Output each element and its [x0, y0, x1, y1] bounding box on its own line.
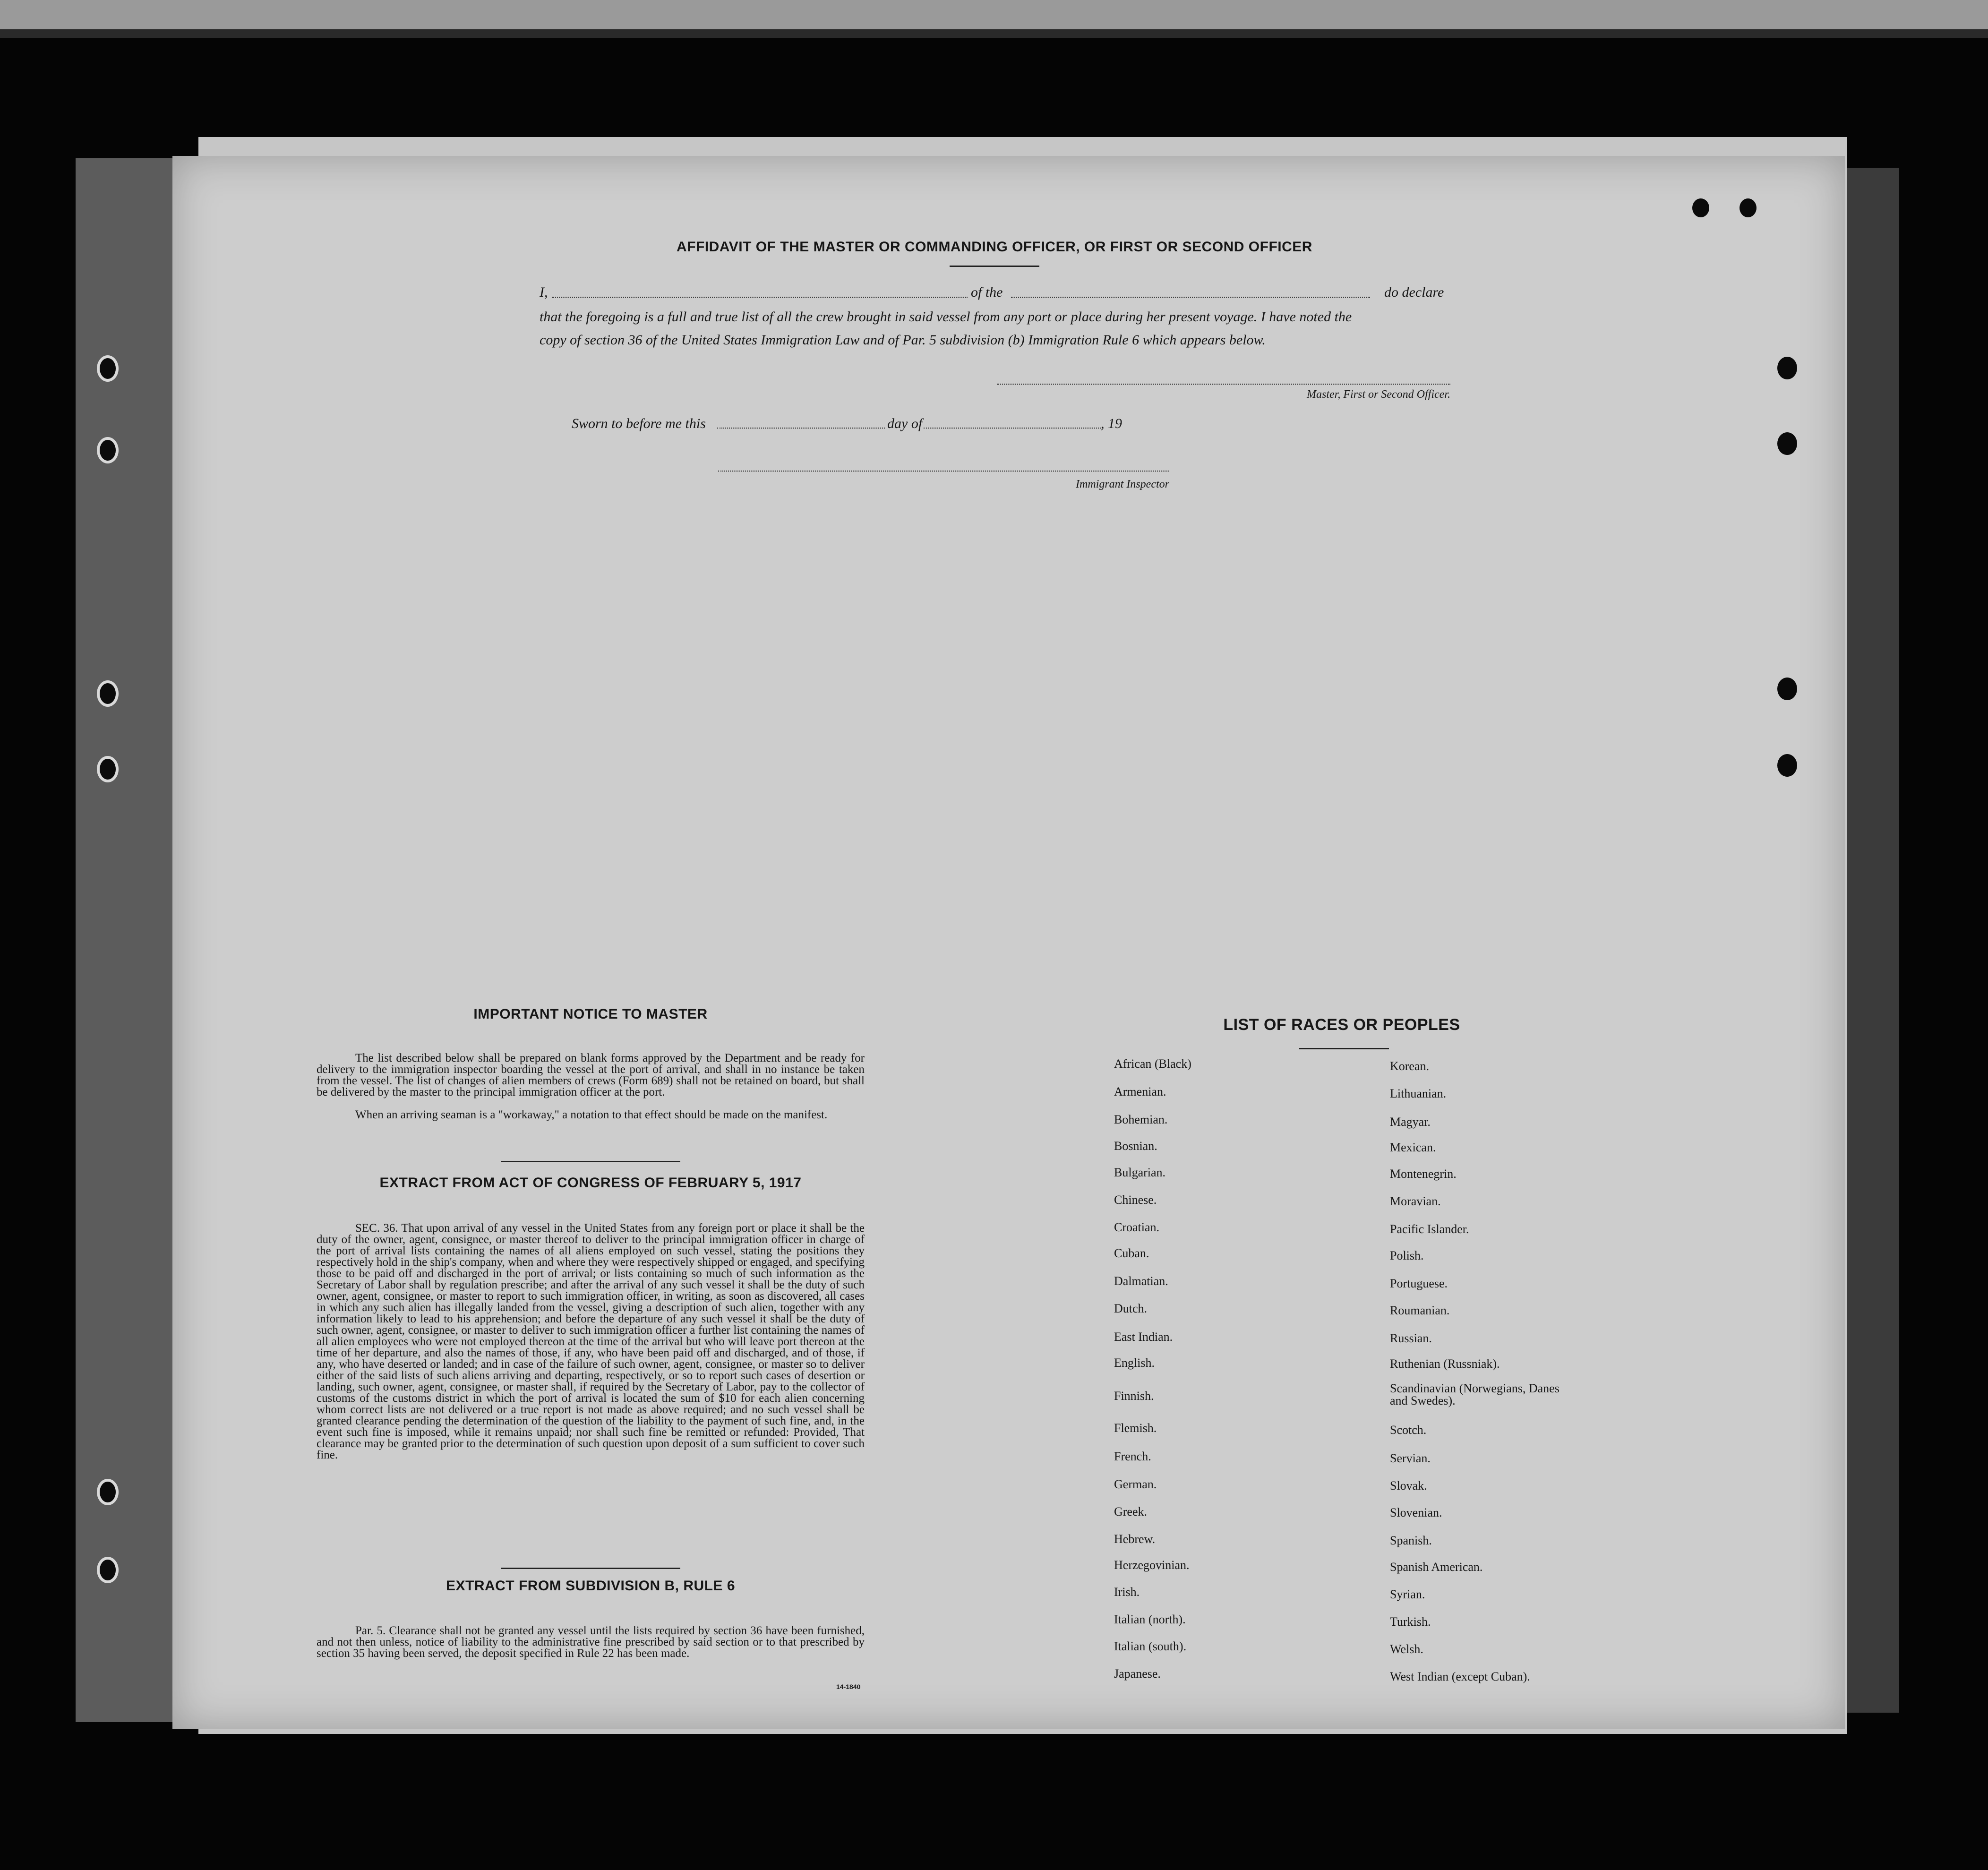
- race-item: West Indian (except Cuban).: [1390, 1670, 1530, 1683]
- extract-rule-title: EXTRACT FROM SUBDIVISION B, RULE 6: [446, 1578, 736, 1594]
- extract-rule-text: Par. 5. Clearance shall not be granted any vessel until the lists required by section 36 have been furnished, and not then unless, notice of liability to the administrative fine prescribed by said section or to that prescribed by section 35 having been served, the deposit specified in Rule 22 has been made.: [317, 1624, 865, 1660]
- binder-hole-icon: [1777, 678, 1797, 700]
- race-item: Finnish.: [1114, 1389, 1154, 1403]
- inspector-label: Immigrant Inspector: [1076, 478, 1169, 490]
- extract-act-text: SEC. 36. That upon arrival of any vessel in the United States from any foreign port or place it shall be the duty of the owner, agent, consignee, or master thereof to deliver to the principal immigration officer in charge of the port of arrival lists containing the names of all aliens employed on such vessel, stating the positions they respectively hold in the ship's company, when and where they were respectively shipped or engaged, and specifying those to be paid off and discharged in the port of arrival; or lists containing so much of such information as the Secretary of Labor shall by regulation prescribe; and after the arrival of any such vessel it shall be the duty of such owner, agent, consignee, or master to report to such immigration officer, in writing, as soon as discovered, all cases in which any such alien has illegally landed from the vessel, giving a description of such alien, together with any information likely to lead to his apprehension; and before the departure of any such vessel it shall be the duty of such owner, agent, consignee, or master to deliver to such immigration officer a further list containing the names of all alien employees who were not employed thereon at the time of the arrival but who will leave port thereon at the time of her departure, and also the names of those, if any, who have been paid off and discharged, and of those, if any, who have deserted or landed; and in case of the failure of such owner, agent, consignee, or master so to deliver either of the said lists of such aliens arriving and departing, respectively, or so to report such cases of desertion or landing, such owner, agent, consignee, or master shall, if required by the Secretary of Labor, pay to the collector of customs of the customs district in which the port of arrival is located the sum of $10 for each alien concerning whom correct lists are not delivered or a true report is not made as above required; and no such vessel shall be granted clearance pending the determination of the question of the liability to the payment of such fine, and, in the event such fine is imposed, while it remains unpaid; nor shall such fine be remitted or refunded: Provided, That clearance may be granted prior to the determination of such question upon deposit of a sum sufficient to cover such fine.: [317, 1222, 865, 1461]
- sworn-label: Sworn to before me this: [572, 416, 706, 431]
- scanner-top-strip: [0, 0, 1988, 29]
- binder-hole-icon: [97, 1479, 119, 1505]
- race-item: Roumanian.: [1390, 1304, 1450, 1317]
- affidavit-do-declare: do declare: [1384, 284, 1444, 300]
- race-item: Servian.: [1390, 1451, 1431, 1465]
- section-divider: [501, 1161, 680, 1162]
- binder-hole-icon: [1740, 198, 1757, 217]
- affidavit-title: AFFIDAVIT OF THE MASTER OR COMMANDING OFFICER, OR FIRST OR SECOND OFFICER: [677, 239, 1312, 255]
- race-item: Bohemian.: [1114, 1113, 1168, 1126]
- binder-hole-icon: [97, 756, 119, 782]
- master-signature-label: Master, First or Second Officer.: [1307, 388, 1450, 401]
- race-item: Korean.: [1390, 1059, 1430, 1073]
- race-item: Portuguese.: [1390, 1277, 1448, 1290]
- race-item: Bosnian.: [1114, 1139, 1157, 1153]
- race-item: Slovak.: [1390, 1479, 1427, 1493]
- race-item: Syrian.: [1390, 1587, 1425, 1601]
- race-item: Chinese.: [1114, 1193, 1157, 1207]
- race-item: Flemish.: [1114, 1421, 1157, 1435]
- scanner-top-shadow: [0, 29, 1988, 38]
- race-item: Herzegovinian.: [1114, 1558, 1190, 1572]
- race-item: Dutch.: [1114, 1302, 1148, 1315]
- race-item: German.: [1114, 1477, 1157, 1491]
- race-item: French.: [1114, 1450, 1151, 1463]
- inspector-signature-line: [718, 471, 1169, 472]
- binder-hole-icon: [97, 680, 119, 707]
- section-divider: [501, 1568, 680, 1569]
- race-item: Polish.: [1390, 1249, 1424, 1262]
- races-title: LIST OF RACES OR PEOPLES: [1223, 1016, 1460, 1034]
- race-item: Mexican.: [1390, 1141, 1436, 1154]
- race-item: Irish.: [1114, 1585, 1140, 1599]
- race-item: Japanese.: [1114, 1667, 1161, 1681]
- binder-hole-icon: [1777, 357, 1797, 379]
- race-item: African (Black): [1114, 1057, 1191, 1071]
- race-item: Turkish.: [1390, 1615, 1431, 1629]
- notice-paragraph-2: When an arriving seaman is a "workaway," a notation to that effect should be made on the manifest.: [355, 1108, 828, 1121]
- race-item: Dalmatian.: [1114, 1274, 1168, 1288]
- race-item: Welsh.: [1390, 1642, 1423, 1656]
- affidavit-of-the: of the: [971, 284, 1003, 300]
- binder-hole-icon: [1692, 198, 1709, 217]
- sworn-day-line: [717, 428, 885, 429]
- sworn-month-line: [924, 428, 1101, 429]
- extract-act-title: EXTRACT FROM ACT OF CONGRESS OF FEBRUARY 5, 1917: [379, 1175, 802, 1191]
- vessel-blank-line: [1011, 297, 1370, 298]
- race-item: Magyar.: [1390, 1115, 1431, 1129]
- race-item: Greek.: [1114, 1505, 1148, 1518]
- binder-hole-icon: [1777, 754, 1797, 777]
- binder-hole-icon: [1777, 432, 1797, 455]
- race-item: English.: [1114, 1356, 1155, 1370]
- race-item: Hebrew.: [1114, 1532, 1156, 1546]
- document-page: [172, 156, 1845, 1729]
- races-title-underline: [1299, 1048, 1389, 1049]
- notice-paragraph-1: The list described below shall be prepared on blank forms approved by the Department and be ready for delivery to the immigration inspector boarding the vessel at the port of arrival, and shall in no instance be taken from the vessel. The list of changes of alien members of crews (Form 689) shall not be retained on board, but shall be delivered by the master to the principal immigration officer at the port.: [317, 1052, 865, 1098]
- binder-hole-icon: [97, 1557, 119, 1583]
- race-item: Spanish.: [1390, 1534, 1432, 1547]
- master-signature-line: [997, 384, 1450, 385]
- binder-hole-icon: [97, 437, 119, 463]
- day-of-label: day of: [887, 416, 923, 431]
- race-item: Pacific Islander.: [1390, 1222, 1469, 1236]
- race-item: Croatian.: [1114, 1220, 1160, 1234]
- name-blank-line: [552, 297, 968, 298]
- affidavit-statement-line3: copy of section 36 of the United States Immigration Law and of Par. 5 subdivision (b) Immigration Rule 6 which appears below.: [540, 332, 1266, 348]
- race-item: Bulgarian.: [1114, 1166, 1166, 1179]
- affidavit-statement-line2: that the foregoing is a full and true list of all the crew brought in said vessel from any port or place during her present voyage. I have noted the: [540, 309, 1352, 325]
- race-item: Italian (north).: [1114, 1613, 1186, 1626]
- form-number: 14-1840: [836, 1683, 861, 1690]
- title-underline: [950, 266, 1039, 267]
- race-item: Scotch.: [1390, 1423, 1427, 1437]
- affidavit-i: I,: [540, 284, 548, 300]
- race-item: Russian.: [1390, 1331, 1432, 1345]
- binder-hole-icon: [97, 355, 119, 382]
- race-item: Scandinavian (Norwegians, Danes and Swedes).: [1390, 1381, 1560, 1407]
- race-item: Montenegrin.: [1390, 1167, 1457, 1181]
- race-item: Spanish American.: [1390, 1560, 1483, 1574]
- race-item: Armenian.: [1114, 1085, 1166, 1098]
- notice-title: IMPORTANT NOTICE TO MASTER: [473, 1006, 708, 1022]
- right-edge-shadow: [1842, 168, 1899, 1713]
- race-item: Cuban.: [1114, 1246, 1149, 1260]
- race-item: Moravian.: [1390, 1194, 1441, 1208]
- year-prefix: , 19: [1101, 416, 1122, 431]
- race-item: Slovenian.: [1390, 1506, 1442, 1519]
- race-item: Italian (south).: [1114, 1639, 1187, 1653]
- race-item: East Indian.: [1114, 1330, 1173, 1344]
- race-item: Ruthenian (Russniak).: [1390, 1357, 1500, 1371]
- race-item: Lithuanian.: [1390, 1087, 1447, 1100]
